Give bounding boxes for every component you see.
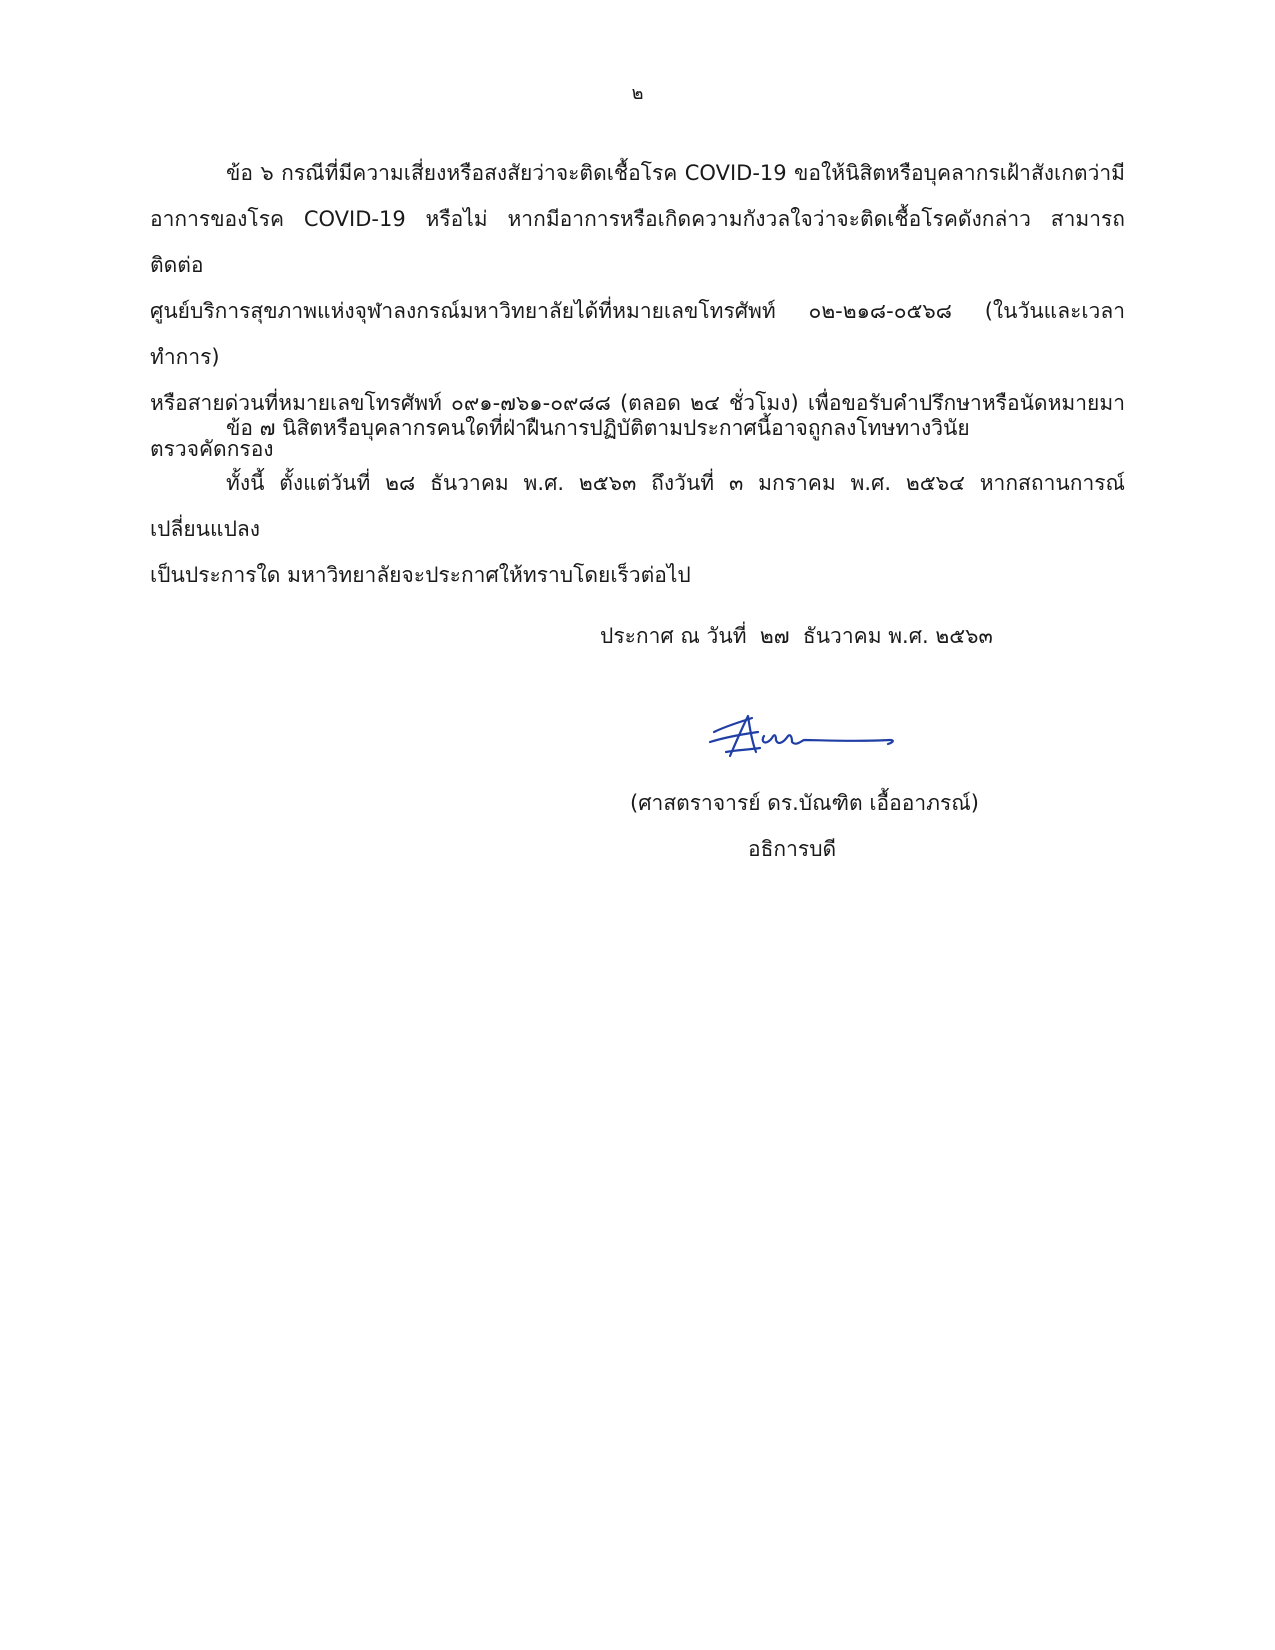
clause-6-line: อาการของโรค COVID-19 หรือไม่ หากมีอาการหรือเกิดความกังวลใจว่าจะติดเชื้อโรคดังกล่าว สามารถติดต่อ (150, 207, 1125, 277)
signature-image (700, 712, 900, 762)
clause-7-line: ข้อ ๗ นิสิตหรือบุคลากรคนใดที่ฝ่าฝืนการปฏิบัติตามประกาศนี้อาจถูกลงโทษทางวินัย (226, 416, 970, 440)
page-number: ๒ (631, 83, 644, 104)
signer-title: อธิการบดี (748, 837, 837, 861)
clause-6-line: ศูนย์บริการสุขภาพแห่งจุฬาลงกรณ์มหาวิทยาลัยได้ที่หมายเลขโทรศัพท์ ๐๒-๒๑๘-๐๕๖๘ (ในวันและเวลาทำการ) (150, 299, 1125, 369)
clause-7-paragraph (150, 405, 1125, 451)
effective-period-paragraph (150, 460, 1125, 598)
effective-period-line: ทั้งนี้ ตั้งแต่วันที่ ๒๘ ธันวาคม พ.ศ. ๒๕๖๓ ถึงวันที่ ๓ มกราคม พ.ศ. ๒๕๖๔ หากสถานการณ์เปลี่ยนแปลง (150, 471, 1125, 541)
announcement-date: ประกาศ ณ วันที่ ๒๗ ธันวาคม พ.ศ. ๒๕๖๓ (600, 624, 993, 648)
effective-period-line: เป็นประการใด มหาวิทยาลัยจะประกาศให้ทราบโดยเร็วต่อไป (150, 563, 691, 587)
clause-6-line: ข้อ ๖ กรณีที่มีความเสี่ยงหรือสงสัยว่าจะติดเชื้อโรค COVID-19 ขอให้นิสิตหรือบุคลากรเฝ้าสังเกตว่ามี (226, 161, 1125, 185)
clause-6-line: ตรวจคัดกรอง (150, 437, 274, 461)
signer-name: (ศาสตราจารย์ ดร.บัณฑิต เอื้ออาภรณ์) (630, 791, 979, 815)
clause-6-line: หรือสายด่วนที่หมายเลขโทรศัพท์ ๐๙๑-๗๖๑-๐๙๘๘ (ตลอด ๒๔ ชั่วโมง) เพื่อขอรับคำปรึกษาหรือนัดหมายมา (150, 391, 1125, 415)
